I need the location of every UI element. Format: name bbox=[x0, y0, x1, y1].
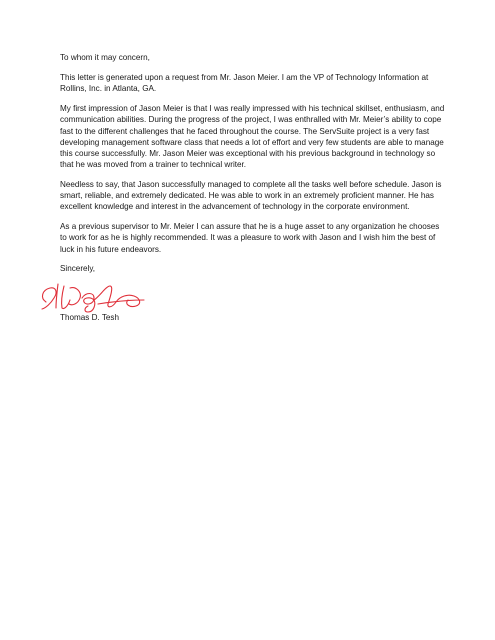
signer-name: Thomas D. Tesh bbox=[60, 312, 120, 322]
paragraph-3: Needless to say, that Jason successfully managed to complete all the tasks well before schedule. Jason is smart, reliable, and extremely dedicated. He was able to work in an extremely proficient manner. He has excellent knowledge and interest in the advancement of technology in the corporate environment. bbox=[60, 180, 442, 212]
paragraph-2: My first impression of Jason Meier is that I was really impressed with his technical skillset, enthusiasm, and communication abilities. During the progress of the project, I was enthralled with Mr. Meier’s ability to cope fast to the different challenges that he faced throughout the course. The ServSuite project is a very fast developing management software class that needs a lot of effort and very few students are able to manage this course successfully. Mr. Jason Meier was exceptional with his previous background in technology so that he was moved from a trainer to technical writer. bbox=[60, 104, 445, 170]
paragraph-4: As a previous supervisor to Mr. Meier I can assure that he is a huge asset to any organization he chooses to work for as he is highly recommended. It was a pleasure to work with Jason and I wish him the best of luck in his future endeavors. bbox=[60, 222, 440, 254]
closing: Sincerely, bbox=[60, 264, 96, 274]
letter-body bbox=[60, 52, 445, 323]
signature-icon bbox=[36, 278, 156, 314]
salutation: To whom it may concern, bbox=[60, 53, 150, 62]
paragraph-1: This letter is generated upon a request from Mr. Jason Meier. I am the VP of Technology Information at Rollins, Inc. in Atlanta, GA. bbox=[60, 73, 429, 94]
handwritten-signature bbox=[36, 278, 146, 312]
